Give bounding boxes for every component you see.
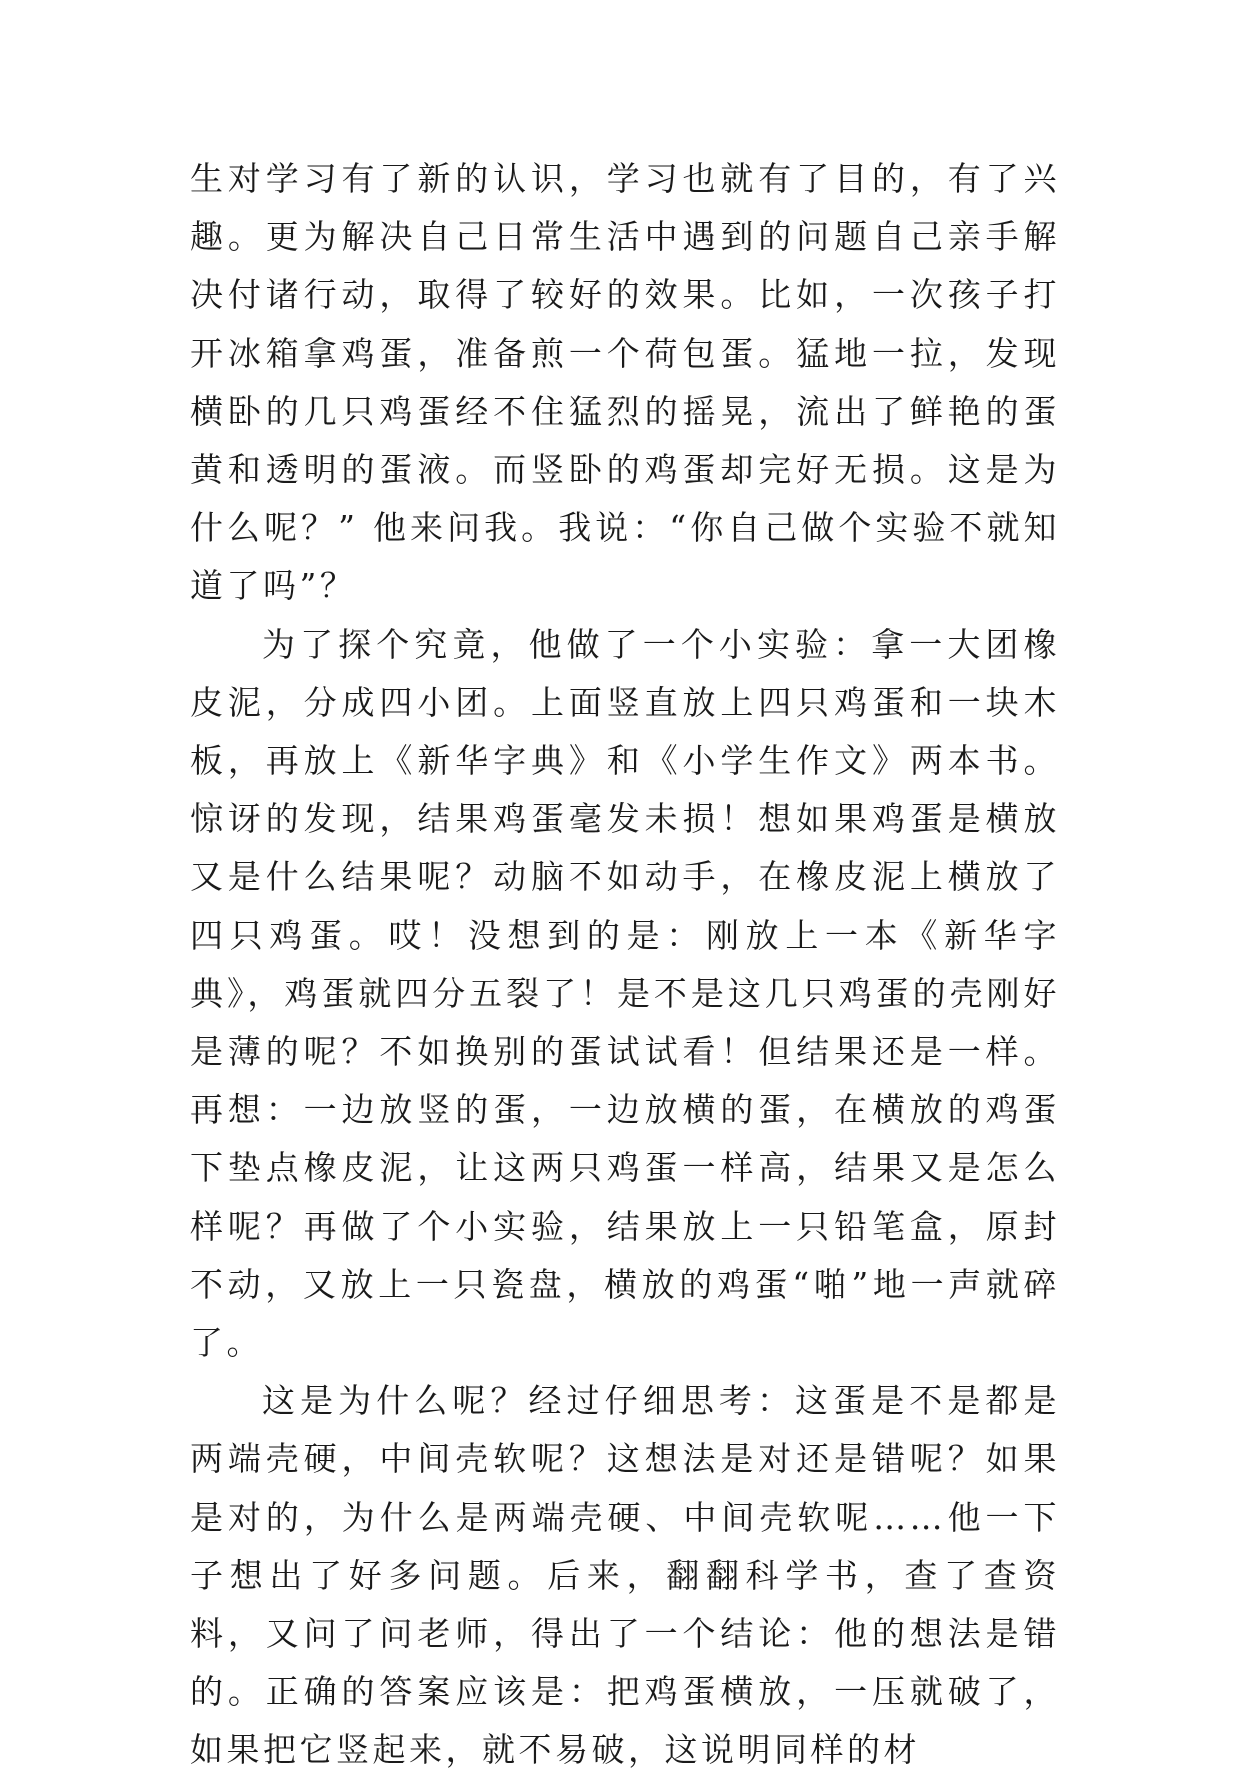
document-body: [190, 150, 1060, 1780]
paragraph-conclusion: 这是为什么呢？经过仔细思考：这蛋是不是都是两端壳硬，中间壳软呢？这想法是对还是错呢？如果是对的，为什么是两端壳硬、中间壳软呢……他一下子想出了好多问题。后来，翻翻科学书，查了查资料，又问了问老师，得出了一个结论：他的想法是错的。正确的答案应该是：把鸡蛋横放，一压就破了，如果把它竖起来，就不易破，这说明同样的材: [190, 1381, 1060, 1770]
paragraph-experiment: 为了探个究竟，他做了一个小实验：拿一大团橡皮泥，分成四小团。上面竖直放上四只鸡蛋和一块木板，再放上《新华字典》和《小学生作文》两本书。惊讶的发现，结果鸡蛋毫发未损！想如果鸡蛋是横放又是什么结果呢？动脑不如动手，在橡皮泥上横放了四只鸡蛋。哎！没想到的是：刚放上一本《新华字典》，鸡蛋就四分五裂了！是不是这几只鸡蛋的壳刚好是薄的呢？不如换别的蛋试试看！但结果还是一样。再想：一边放竖的蛋，一边放横的蛋，在横放的鸡蛋下垫点橡皮泥，让这两只鸡蛋一样高，结果又是怎么样呢？再做了个小实验，结果放上一只铅笔盒，原封不动，又放上一只瓷盘，横放的鸡蛋“啪”地一声就碎了。: [190, 624, 1060, 1363]
paragraph-continued: 生对学习有了新的认识，学习也就有了目的，有了兴趣。更为解决自己日常生活中遇到的问题自己亲手解决付诸行动，取得了较好的效果。比如，一次孩子打开冰箱拿鸡蛋，准备煎一个荷包蛋。猛地一拉，发现横卧的几只鸡蛋经不住猛烈的摇晃，流出了鲜艳的蛋黄和透明的蛋液。而竖卧的鸡蛋却完好无损。这是为什么呢？” 他来问我。我说：“你自己做个实验不就知道了吗”？: [190, 159, 1060, 606]
